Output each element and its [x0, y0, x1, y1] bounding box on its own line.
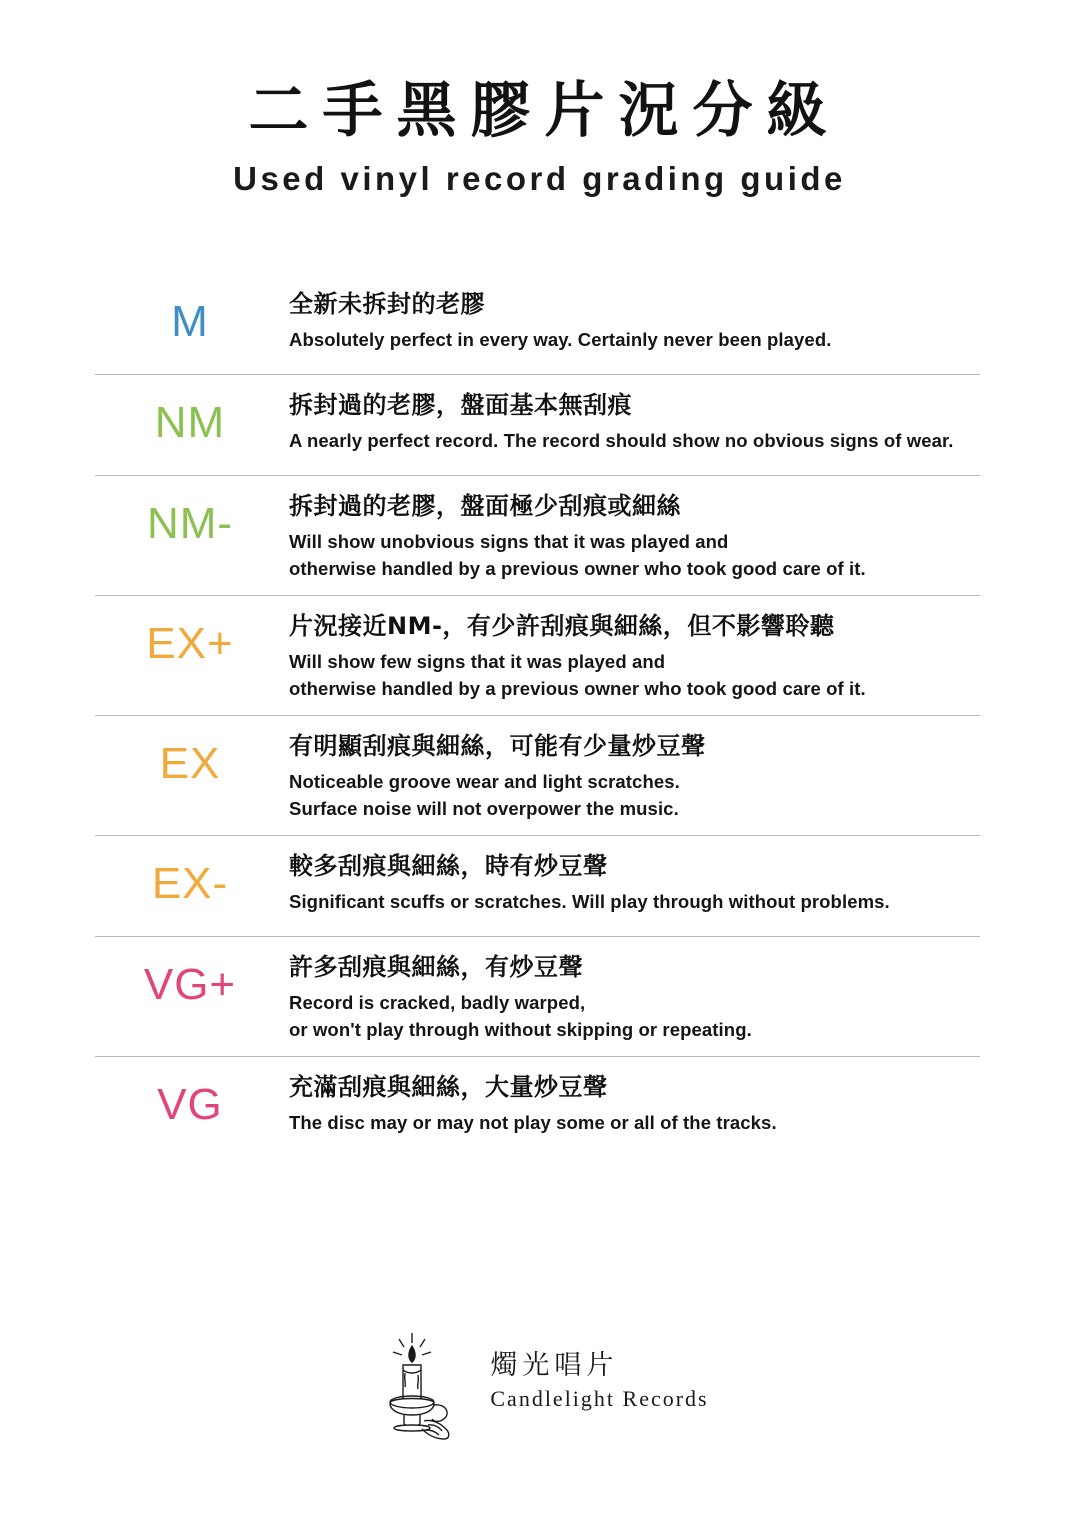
- grade-row: [95, 936, 980, 1056]
- brand-footer: [0, 1325, 1075, 1521]
- grade-code: M: [171, 297, 209, 346]
- grade-description: [285, 1071, 980, 1137]
- grade-description-en-line: Will show unobvious signs that it was played and: [289, 531, 729, 553]
- grade-description-en: [289, 990, 980, 1044]
- grade-description-en: [289, 529, 980, 583]
- grade-description: [285, 288, 980, 354]
- grade-description: [285, 850, 980, 916]
- grade-description-zh: 片況接近NM-，有少許刮痕與細絲，但不影響聆聽: [289, 612, 835, 641]
- grade-description-en: [289, 649, 980, 703]
- grade-row: [95, 715, 980, 835]
- grade-row: [95, 835, 980, 936]
- grade-code: EX-: [151, 859, 229, 909]
- grade-description: [285, 389, 980, 455]
- grade-row: [95, 1056, 980, 1157]
- grade-code: NM: [154, 398, 226, 447]
- grade-description-zh: 拆封過的老膠，盤面極少刮痕或細絲: [289, 492, 681, 520]
- page-title-zh: 二手黑膠片況分級: [248, 76, 841, 146]
- brand-name-zh: 燭光唱片: [490, 1350, 619, 1382]
- grade-description-en-line: otherwise handled by a previous owner who took good care of it.: [289, 558, 866, 580]
- grade-list: [0, 282, 1075, 1157]
- grade-code: EX: [159, 739, 221, 789]
- grade-row: [95, 595, 980, 715]
- page-title-en: Used vinyl record grading guide: [233, 160, 846, 197]
- grade-description-en: [289, 327, 980, 354]
- candle-holder-icon: [366, 1325, 476, 1443]
- grade-code: NM-: [146, 499, 234, 548]
- grade-description-zh: 拆封過的老膠，盤面基本無刮痕: [289, 391, 632, 419]
- grade-description-zh: 較多刮痕與細絲，時有炒豆聲: [289, 852, 608, 881]
- grade-description: [285, 730, 980, 823]
- grade-code: VG+: [143, 960, 237, 1010]
- grade-code: VG: [157, 1080, 223, 1130]
- grade-description-en-line: Absolutely perfect in every way. Certainly never been played.: [289, 329, 832, 351]
- grade-description-en-line: Significant scuffs or scratches. Will play through without problems.: [289, 891, 890, 913]
- grade-code: EX+: [146, 619, 234, 669]
- grade-description-en-line: The disc may or may not play some or all of the tracks.: [289, 1112, 777, 1134]
- grade-row: [95, 475, 980, 595]
- grade-description-en-line: or won't play through without skipping or repeating.: [289, 1019, 752, 1041]
- grade-description-en: [289, 428, 980, 455]
- grade-description-zh: 有明顯刮痕與細絲，可能有少量炒豆聲: [289, 732, 706, 761]
- grade-description-en-line: Will show few signs that it was played and: [289, 651, 666, 673]
- brand-name-en: Candlelight Records: [490, 1385, 709, 1411]
- page-header: [0, 0, 1075, 198]
- grade-description-en-line: Record is cracked, badly warped,: [289, 992, 586, 1014]
- grade-description: [285, 490, 980, 583]
- grade-description-zh: 充滿刮痕與細絲，大量炒豆聲: [289, 1073, 608, 1102]
- grade-description-zh: 許多刮痕與細絲，有炒豆聲: [289, 953, 583, 982]
- grade-description-en: [289, 1110, 980, 1137]
- grade-description: [285, 951, 980, 1044]
- grade-description-en-line: otherwise handled by a previous owner who took good care of it.: [289, 678, 866, 700]
- grade-description-en: [289, 769, 980, 823]
- grade-description-en-line: Surface noise will not overpower the music.: [289, 798, 679, 820]
- brand-name: [490, 1350, 708, 1417]
- grade-description-en-line: Noticeable groove wear and light scratches.: [289, 771, 680, 793]
- grade-description-en: [289, 889, 980, 916]
- grade-row: [95, 282, 980, 374]
- grade-description: [285, 610, 980, 703]
- grade-row: [95, 374, 980, 475]
- grade-description-en-line: A nearly perfect record. The record should show no obvious signs of wear.: [289, 430, 954, 452]
- grade-description-zh: 全新未拆封的老膠: [289, 290, 485, 318]
